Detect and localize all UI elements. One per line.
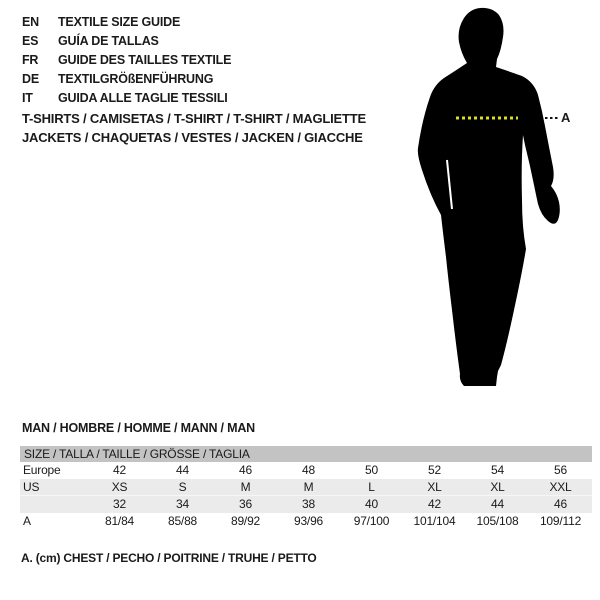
table-cell: XL (427, 480, 442, 494)
table-cell: 56 (554, 463, 567, 477)
category-line-tshirts: T-SHIRTS / CAMISETAS / T-SHIRT / T-SHIRT / MAGLIETTE (22, 111, 366, 126)
language-row (22, 70, 231, 89)
row-label: US (23, 480, 40, 494)
table-cell: XL (490, 480, 505, 494)
section-title-man: MAN / HOMBRE / HOMME / MANN / MAN (22, 421, 255, 435)
table-cell: 93/96 (293, 514, 324, 528)
language-code: DE (22, 72, 39, 86)
size-table-header: SIZE / TALLA / TAILLE / GRÖSSE / TAGLIA (20, 446, 592, 462)
table-cell: 85/88 (167, 514, 198, 528)
language-row (22, 51, 231, 70)
row-label: A (23, 514, 31, 528)
language-code: ES (22, 34, 39, 48)
size-table (20, 446, 592, 530)
language-label: GUIDA ALLE TAGLIE TESSILI (58, 91, 228, 105)
language-label: GUÍA DE TALLAS (58, 34, 159, 48)
table-row-us (20, 479, 592, 496)
table-row-chest-a (20, 513, 592, 530)
table-cell: 52 (428, 463, 441, 477)
language-label: GUIDE DES TAILLES TEXTILE (58, 53, 232, 67)
table-cell: 42 (428, 497, 441, 511)
language-label: TEXTILE SIZE GUIDE (58, 15, 181, 29)
man-silhouette-path (418, 8, 560, 386)
man-silhouette-figure (410, 5, 570, 393)
table-cell: 40 (365, 497, 378, 511)
language-code: IT (22, 91, 33, 105)
language-label: TEXTILGRÖßENFÜHRUNG (58, 72, 214, 86)
table-cell: 38 (302, 497, 315, 511)
language-code: FR (22, 53, 39, 67)
table-cell: 46 (239, 463, 252, 477)
table-cell: XXL (549, 480, 572, 494)
man-silhouette-svg (410, 5, 570, 393)
language-row (22, 32, 231, 51)
table-cell: 105/108 (476, 514, 519, 528)
measure-label-a: A (561, 110, 571, 125)
table-row-numeric (20, 496, 592, 513)
table-cell: 109/112 (539, 514, 582, 528)
table-cell: 81/84 (104, 514, 135, 528)
language-row (22, 13, 231, 32)
language-row (22, 89, 231, 108)
table-cell: M (240, 480, 251, 494)
table-cell: 50 (365, 463, 378, 477)
category-line-jackets: JACKETS / CHAQUETAS / VESTES / JACKEN / GIACCHE (22, 130, 363, 145)
table-cell: XS (111, 480, 128, 494)
table-cell: 34 (176, 497, 189, 511)
row-label (20, 496, 88, 513)
footnote-chest-measure: A. (cm) CHEST / PECHO / POITRINE / TRUHE / PETTO (21, 551, 317, 565)
table-cell: L (368, 480, 375, 494)
language-list (22, 13, 231, 108)
table-cell: 101/104 (413, 514, 456, 528)
table-cell: 44 (491, 497, 504, 511)
table-cell: M (303, 480, 314, 494)
category-lines (22, 109, 366, 147)
row-label: Europe (23, 463, 61, 477)
table-cell: 97/100 (353, 514, 390, 528)
table-cell: 89/92 (230, 514, 261, 528)
table-cell: 42 (113, 463, 126, 477)
table-cell: 32 (113, 497, 126, 511)
table-cell: 36 (239, 497, 252, 511)
table-cell: 46 (554, 497, 567, 511)
language-code: EN (22, 15, 39, 29)
table-cell: S (178, 480, 187, 494)
table-cell: 44 (176, 463, 189, 477)
table-cell: 48 (302, 463, 315, 477)
table-row-europe (20, 462, 592, 479)
table-cell: 54 (491, 463, 504, 477)
